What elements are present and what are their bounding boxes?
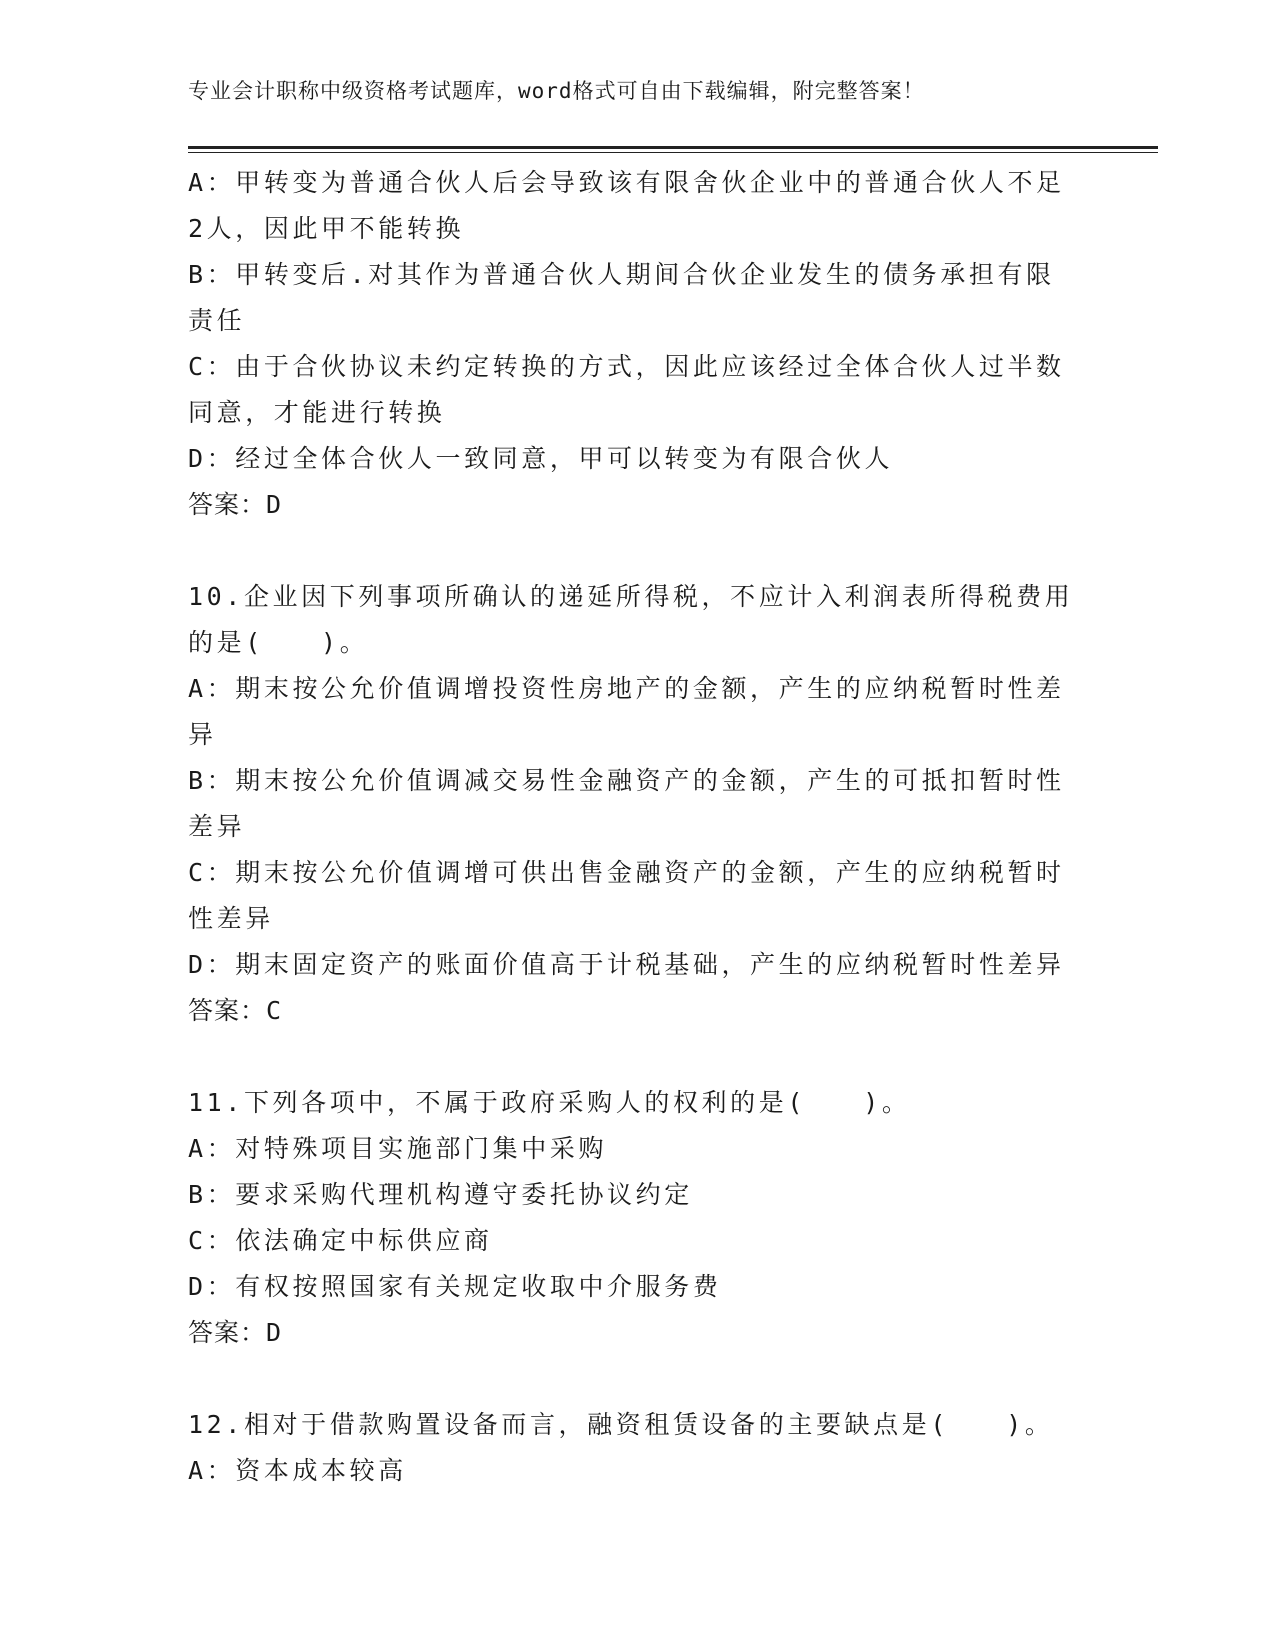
option-line: 2人，因此甲不能转换: [188, 214, 465, 243]
block-spacer: [188, 1034, 1088, 1080]
option-line: A：对特殊项目实施部门集中采购: [188, 1134, 608, 1163]
option-line: D：有权按照国家有关规定收取中介服务费: [188, 1272, 722, 1301]
option-line: 同意，才能进行转换: [188, 398, 446, 427]
option-line: B：期末按公允价值调减交易性金融资产的金额，产生的可抵扣暂时性: [188, 766, 1065, 795]
question-block: [188, 574, 1088, 1034]
option-line: C：期末按公允价值调增可供出售金融资产的金额，产生的应纳税暂时: [188, 858, 1065, 887]
question-block: [188, 1402, 1088, 1494]
question-block: [188, 1080, 1088, 1356]
option-line: 异: [188, 720, 217, 749]
question-content: [188, 160, 1088, 1494]
option-line: 差异: [188, 812, 246, 841]
option-line: A：甲转变为普通合伙人后会导致该有限舍伙企业中的普通合伙人不足: [188, 168, 1065, 197]
option-line: 性差异: [188, 904, 274, 933]
block-spacer: [188, 528, 1088, 574]
question-stem: 的是( )。: [188, 628, 369, 657]
option-line: C：由于合伙协议未约定转换的方式，因此应该经过全体合伙人过半数: [188, 352, 1065, 381]
option-line: D：期末固定资产的账面价值高于计税基础，产生的应纳税暂时性差异: [188, 950, 1065, 979]
option-line: A：资本成本较高: [188, 1456, 407, 1485]
option-line: C：依法确定中标供应商: [188, 1226, 493, 1255]
question-block: [188, 160, 1088, 528]
option-line: B：甲转变后.对其作为普通合伙人期间合伙企业发生的债务承担有限: [188, 260, 1055, 289]
option-line: A：期末按公允价值调增投资性房地产的金额，产生的应纳税暂时性差: [188, 674, 1065, 703]
option-line: 责任: [188, 306, 246, 335]
option-line: D：经过全体合伙人一致同意，甲可以转变为有限合伙人: [188, 444, 894, 473]
answer-line: 答案：D: [188, 490, 283, 519]
question-stem: 12.相对于借款购置设备而言，融资租赁设备的主要缺点是( )。: [188, 1410, 1054, 1439]
answer-line: 答案：C: [188, 996, 283, 1025]
header-divider-thin: [188, 152, 1158, 153]
option-line: B：要求采购代理机构遵守委托协议约定: [188, 1180, 693, 1209]
page-header: 专业会计职称中级资格考试题库，word格式可自由下载编辑，附完整答案！: [188, 79, 925, 103]
header-divider: [188, 146, 1158, 149]
answer-line: 答案：D: [188, 1318, 283, 1347]
question-stem: 10.企业因下列事项所确认的递延所得税，不应计入利润表所得税费用: [188, 582, 1074, 611]
question-stem: 11.下列各项中，不属于政府采购人的权利的是( )。: [188, 1088, 911, 1117]
block-spacer: [188, 1356, 1088, 1402]
